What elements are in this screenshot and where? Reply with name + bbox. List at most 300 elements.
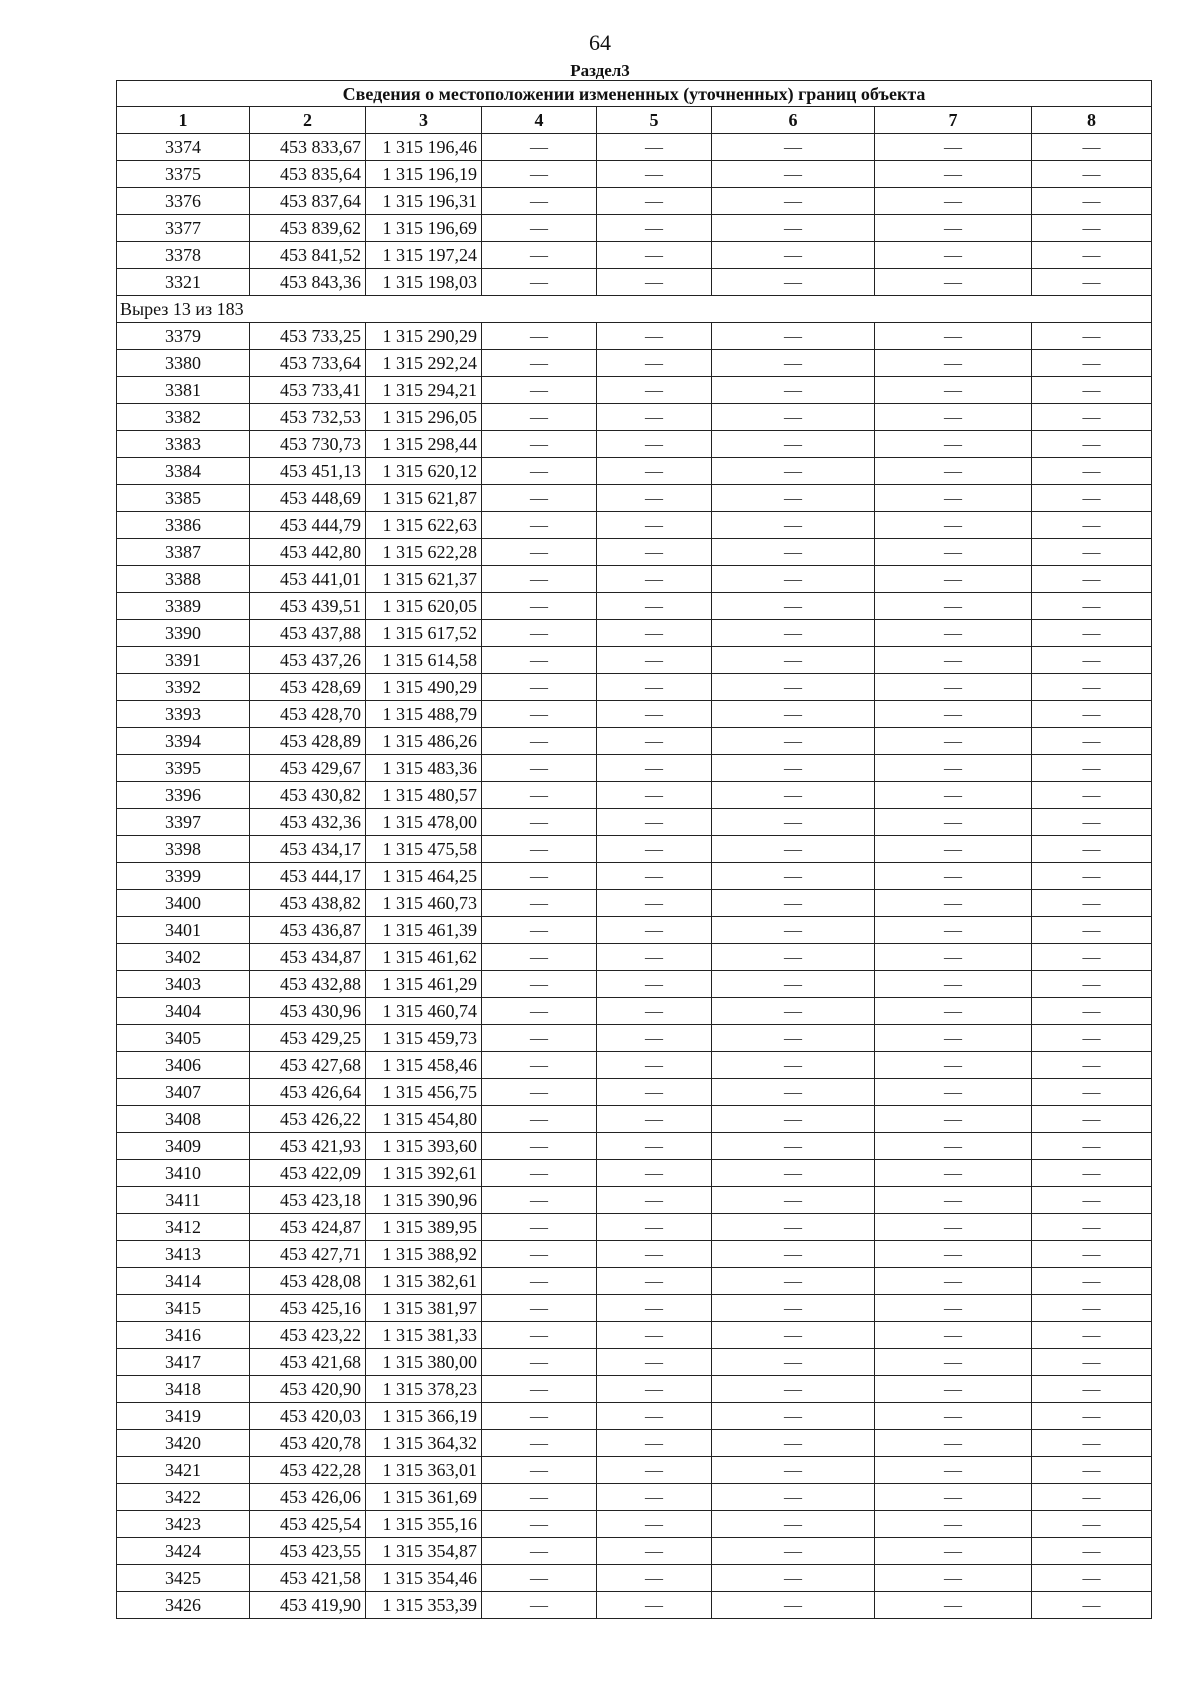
empty-value-dash: — (1032, 782, 1152, 809)
empty-value-dash: — (597, 674, 712, 701)
point-number-cell: 3412 (117, 1214, 250, 1241)
point-number-cell: 3383 (117, 431, 250, 458)
empty-value-dash: — (597, 1187, 712, 1214)
empty-value-dash: — (1032, 809, 1152, 836)
empty-value-dash: — (875, 998, 1032, 1025)
empty-value-dash: — (1032, 1106, 1152, 1133)
x-coordinate-cell: 453 837,64 (250, 188, 366, 215)
empty-value-dash: — (597, 323, 712, 350)
cutout-label: Вырез 13 из 183 (117, 296, 1152, 323)
y-coordinate-cell: 1 315 483,36 (366, 755, 482, 782)
empty-value-dash: — (1032, 593, 1152, 620)
x-coordinate-cell: 453 432,88 (250, 971, 366, 998)
empty-value-dash: — (1032, 377, 1152, 404)
empty-value-dash: — (875, 431, 1032, 458)
empty-value-dash: — (597, 917, 712, 944)
empty-value-dash: — (482, 1511, 597, 1538)
y-coordinate-cell: 1 315 620,05 (366, 593, 482, 620)
column-header: 5 (597, 107, 712, 134)
empty-value-dash: — (597, 890, 712, 917)
empty-value-dash: — (482, 971, 597, 998)
table-row (117, 1376, 1152, 1403)
x-coordinate-cell: 453 432,36 (250, 809, 366, 836)
point-number-cell: 3407 (117, 1079, 250, 1106)
x-coordinate-cell: 453 434,87 (250, 944, 366, 971)
table-row (117, 512, 1152, 539)
column-header: 8 (1032, 107, 1152, 134)
empty-value-dash: — (875, 701, 1032, 728)
empty-value-dash: — (712, 755, 875, 782)
empty-value-dash: — (597, 161, 712, 188)
empty-value-dash: — (1032, 485, 1152, 512)
empty-value-dash: — (482, 674, 597, 701)
empty-value-dash: — (1032, 1160, 1152, 1187)
table-row (117, 485, 1152, 512)
empty-value-dash: — (482, 1457, 597, 1484)
empty-value-dash: — (597, 1457, 712, 1484)
y-coordinate-cell: 1 315 460,74 (366, 998, 482, 1025)
empty-value-dash: — (712, 809, 875, 836)
x-coordinate-cell: 453 420,90 (250, 1376, 366, 1403)
empty-value-dash: — (482, 1079, 597, 1106)
empty-value-dash: — (597, 593, 712, 620)
cutout-row (117, 296, 1152, 323)
empty-value-dash: — (875, 377, 1032, 404)
x-coordinate-cell: 453 733,25 (250, 323, 366, 350)
empty-value-dash: — (482, 1133, 597, 1160)
empty-value-dash: — (482, 1214, 597, 1241)
point-number-cell: 3387 (117, 539, 250, 566)
empty-value-dash: — (597, 647, 712, 674)
empty-value-dash: — (1032, 350, 1152, 377)
empty-value-dash: — (597, 1484, 712, 1511)
point-number-cell: 3378 (117, 242, 250, 269)
empty-value-dash: — (597, 188, 712, 215)
y-coordinate-cell: 1 315 461,62 (366, 944, 482, 971)
empty-value-dash: — (712, 1214, 875, 1241)
empty-value-dash: — (1032, 1052, 1152, 1079)
y-coordinate-cell: 1 315 460,73 (366, 890, 482, 917)
empty-value-dash: — (482, 134, 597, 161)
y-coordinate-cell: 1 315 294,21 (366, 377, 482, 404)
empty-value-dash: — (482, 377, 597, 404)
point-number-cell: 3376 (117, 188, 250, 215)
x-coordinate-cell: 453 436,87 (250, 917, 366, 944)
y-coordinate-cell: 1 315 355,16 (366, 1511, 482, 1538)
y-coordinate-cell: 1 315 389,95 (366, 1214, 482, 1241)
y-coordinate-cell: 1 315 461,29 (366, 971, 482, 998)
y-coordinate-cell: 1 315 354,46 (366, 1565, 482, 1592)
empty-value-dash: — (712, 1322, 875, 1349)
empty-value-dash: — (712, 188, 875, 215)
table-row (117, 1052, 1152, 1079)
empty-value-dash: — (482, 566, 597, 593)
empty-value-dash: — (875, 782, 1032, 809)
x-coordinate-cell: 453 426,06 (250, 1484, 366, 1511)
x-coordinate-cell: 453 421,68 (250, 1349, 366, 1376)
x-coordinate-cell: 453 421,93 (250, 1133, 366, 1160)
empty-value-dash: — (712, 998, 875, 1025)
empty-value-dash: — (597, 971, 712, 998)
empty-value-dash: — (1032, 566, 1152, 593)
table-row (117, 917, 1152, 944)
point-number-cell: 3374 (117, 134, 250, 161)
empty-value-dash: — (875, 1160, 1032, 1187)
y-coordinate-cell: 1 315 378,23 (366, 1376, 482, 1403)
empty-value-dash: — (482, 1241, 597, 1268)
y-coordinate-cell: 1 315 196,69 (366, 215, 482, 242)
point-number-cell: 3397 (117, 809, 250, 836)
empty-value-dash: — (712, 161, 875, 188)
table-row (117, 1511, 1152, 1538)
empty-value-dash: — (597, 350, 712, 377)
empty-value-dash: — (712, 1133, 875, 1160)
empty-value-dash: — (712, 1160, 875, 1187)
column-header: 6 (712, 107, 875, 134)
y-coordinate-cell: 1 315 382,61 (366, 1268, 482, 1295)
point-number-cell: 3416 (117, 1322, 250, 1349)
empty-value-dash: — (482, 485, 597, 512)
point-number-cell: 3382 (117, 404, 250, 431)
y-coordinate-cell: 1 315 475,58 (366, 836, 482, 863)
y-coordinate-cell: 1 315 621,87 (366, 485, 482, 512)
empty-value-dash: — (712, 350, 875, 377)
empty-value-dash: — (482, 1106, 597, 1133)
empty-value-dash: — (712, 1511, 875, 1538)
y-coordinate-cell: 1 315 614,58 (366, 647, 482, 674)
point-number-cell: 3384 (117, 458, 250, 485)
empty-value-dash: — (712, 836, 875, 863)
point-number-cell: 3408 (117, 1106, 250, 1133)
empty-value-dash: — (597, 728, 712, 755)
y-coordinate-cell: 1 315 490,29 (366, 674, 482, 701)
empty-value-dash: — (875, 944, 1032, 971)
empty-value-dash: — (712, 1484, 875, 1511)
empty-value-dash: — (482, 863, 597, 890)
empty-value-dash: — (482, 458, 597, 485)
empty-value-dash: — (712, 917, 875, 944)
empty-value-dash: — (482, 917, 597, 944)
empty-value-dash: — (875, 1565, 1032, 1592)
empty-value-dash: — (597, 1214, 712, 1241)
table-row (117, 134, 1152, 161)
empty-value-dash: — (1032, 1403, 1152, 1430)
empty-value-dash: — (712, 1592, 875, 1619)
empty-value-dash: — (712, 539, 875, 566)
table-row (117, 701, 1152, 728)
y-coordinate-cell: 1 315 296,05 (366, 404, 482, 431)
empty-value-dash: — (712, 134, 875, 161)
empty-value-dash: — (1032, 269, 1152, 296)
empty-value-dash: — (482, 1349, 597, 1376)
x-coordinate-cell: 453 427,68 (250, 1052, 366, 1079)
y-coordinate-cell: 1 315 363,01 (366, 1457, 482, 1484)
empty-value-dash: — (1032, 1025, 1152, 1052)
empty-value-dash: — (875, 161, 1032, 188)
empty-value-dash: — (1032, 647, 1152, 674)
empty-value-dash: — (482, 701, 597, 728)
empty-value-dash: — (875, 1079, 1032, 1106)
empty-value-dash: — (875, 890, 1032, 917)
empty-value-dash: — (1032, 863, 1152, 890)
empty-value-dash: — (597, 1538, 712, 1565)
table-row (117, 215, 1152, 242)
empty-value-dash: — (1032, 1295, 1152, 1322)
empty-value-dash: — (712, 1106, 875, 1133)
empty-value-dash: — (1032, 971, 1152, 998)
point-number-cell: 3400 (117, 890, 250, 917)
empty-value-dash: — (1032, 539, 1152, 566)
x-coordinate-cell: 453 423,55 (250, 1538, 366, 1565)
table-row (117, 1187, 1152, 1214)
empty-value-dash: — (597, 431, 712, 458)
empty-value-dash: — (482, 836, 597, 863)
empty-value-dash: — (712, 1403, 875, 1430)
empty-value-dash: — (875, 242, 1032, 269)
empty-value-dash: — (597, 944, 712, 971)
y-coordinate-cell: 1 315 478,00 (366, 809, 482, 836)
empty-value-dash: — (712, 458, 875, 485)
empty-value-dash: — (712, 890, 875, 917)
point-number-cell: 3391 (117, 647, 250, 674)
table-body (117, 134, 1152, 1619)
empty-value-dash: — (1032, 944, 1152, 971)
empty-value-dash: — (875, 836, 1032, 863)
empty-value-dash: — (875, 539, 1032, 566)
empty-value-dash: — (597, 377, 712, 404)
table-row (117, 998, 1152, 1025)
empty-value-dash: — (482, 161, 597, 188)
y-coordinate-cell: 1 315 393,60 (366, 1133, 482, 1160)
empty-value-dash: — (1032, 701, 1152, 728)
empty-value-dash: — (1032, 458, 1152, 485)
empty-value-dash: — (597, 1430, 712, 1457)
point-number-cell: 3425 (117, 1565, 250, 1592)
empty-value-dash: — (875, 566, 1032, 593)
empty-value-dash: — (482, 323, 597, 350)
point-number-cell: 3385 (117, 485, 250, 512)
empty-value-dash: — (875, 1268, 1032, 1295)
table-row (117, 1538, 1152, 1565)
empty-value-dash: — (1032, 755, 1152, 782)
table-row (117, 269, 1152, 296)
point-number-cell: 3389 (117, 593, 250, 620)
empty-value-dash: — (597, 1349, 712, 1376)
empty-value-dash: — (712, 782, 875, 809)
point-number-cell: 3414 (117, 1268, 250, 1295)
empty-value-dash: — (482, 593, 597, 620)
table-row (117, 1241, 1152, 1268)
x-coordinate-cell: 453 732,53 (250, 404, 366, 431)
page-number: 64 (589, 30, 611, 55)
x-coordinate-cell: 453 439,51 (250, 593, 366, 620)
y-coordinate-cell: 1 315 617,52 (366, 620, 482, 647)
empty-value-dash: — (712, 971, 875, 998)
table-row (117, 1268, 1152, 1295)
point-number-cell: 3392 (117, 674, 250, 701)
empty-value-dash: — (1032, 242, 1152, 269)
empty-value-dash: — (875, 1376, 1032, 1403)
table-row (117, 809, 1152, 836)
table-row (117, 1430, 1152, 1457)
empty-value-dash: — (1032, 161, 1152, 188)
empty-value-dash: — (597, 1106, 712, 1133)
table-row (117, 1025, 1152, 1052)
point-number-cell: 3405 (117, 1025, 250, 1052)
point-number-cell: 3393 (117, 701, 250, 728)
empty-value-dash: — (597, 458, 712, 485)
empty-value-dash: — (712, 1349, 875, 1376)
x-coordinate-cell: 453 422,09 (250, 1160, 366, 1187)
y-coordinate-cell: 1 315 298,44 (366, 431, 482, 458)
y-coordinate-cell: 1 315 464,25 (366, 863, 482, 890)
empty-value-dash: — (875, 458, 1032, 485)
empty-value-dash: — (1032, 1592, 1152, 1619)
table-row (117, 620, 1152, 647)
point-number-cell: 3394 (117, 728, 250, 755)
empty-value-dash: — (597, 512, 712, 539)
empty-value-dash: — (1032, 323, 1152, 350)
empty-value-dash: — (712, 404, 875, 431)
column-header: 2 (250, 107, 366, 134)
section-title: Раздел3 (570, 61, 630, 80)
y-coordinate-cell: 1 315 381,97 (366, 1295, 482, 1322)
x-coordinate-cell: 453 733,41 (250, 377, 366, 404)
point-number-cell: 3424 (117, 1538, 250, 1565)
empty-value-dash: — (875, 620, 1032, 647)
y-coordinate-cell: 1 315 390,96 (366, 1187, 482, 1214)
empty-value-dash: — (712, 674, 875, 701)
column-header: 3 (366, 107, 482, 134)
empty-value-dash: — (597, 134, 712, 161)
empty-value-dash: — (1032, 1241, 1152, 1268)
empty-value-dash: — (875, 1484, 1032, 1511)
empty-value-dash: — (482, 728, 597, 755)
empty-value-dash: — (875, 323, 1032, 350)
empty-value-dash: — (1032, 1214, 1152, 1241)
x-coordinate-cell: 453 835,64 (250, 161, 366, 188)
table-row (117, 1079, 1152, 1106)
table-row (117, 863, 1152, 890)
table-row (117, 458, 1152, 485)
empty-value-dash: — (712, 242, 875, 269)
empty-value-dash: — (875, 917, 1032, 944)
empty-value-dash: — (1032, 1268, 1152, 1295)
empty-value-dash: — (597, 809, 712, 836)
x-coordinate-cell: 453 420,78 (250, 1430, 366, 1457)
empty-value-dash: — (482, 1052, 597, 1079)
empty-value-dash: — (875, 1322, 1032, 1349)
empty-value-dash: — (1032, 1322, 1152, 1349)
y-coordinate-cell: 1 315 196,46 (366, 134, 482, 161)
empty-value-dash: — (712, 566, 875, 593)
empty-value-dash: — (482, 1295, 597, 1322)
x-coordinate-cell: 453 434,17 (250, 836, 366, 863)
point-number-cell: 3417 (117, 1349, 250, 1376)
empty-value-dash: — (1032, 1133, 1152, 1160)
empty-value-dash: — (597, 1511, 712, 1538)
empty-value-dash: — (875, 1133, 1032, 1160)
x-coordinate-cell: 453 428,69 (250, 674, 366, 701)
empty-value-dash: — (597, 485, 712, 512)
x-coordinate-cell: 453 451,13 (250, 458, 366, 485)
empty-value-dash: — (875, 1592, 1032, 1619)
y-coordinate-cell: 1 315 290,29 (366, 323, 482, 350)
empty-value-dash: — (482, 782, 597, 809)
empty-value-dash: — (875, 404, 1032, 431)
empty-value-dash: — (482, 1322, 597, 1349)
empty-value-dash: — (712, 512, 875, 539)
empty-value-dash: — (875, 350, 1032, 377)
x-coordinate-cell: 453 428,70 (250, 701, 366, 728)
table-row (117, 1349, 1152, 1376)
table-row (117, 377, 1152, 404)
table-row (117, 242, 1152, 269)
empty-value-dash: — (712, 323, 875, 350)
y-coordinate-cell: 1 315 392,61 (366, 1160, 482, 1187)
empty-value-dash: — (875, 134, 1032, 161)
y-coordinate-cell: 1 315 456,75 (366, 1079, 482, 1106)
empty-value-dash: — (875, 1349, 1032, 1376)
y-coordinate-cell: 1 315 461,39 (366, 917, 482, 944)
x-coordinate-cell: 453 425,54 (250, 1511, 366, 1538)
empty-value-dash: — (482, 269, 597, 296)
empty-value-dash: — (875, 1241, 1032, 1268)
point-number-cell: 3423 (117, 1511, 250, 1538)
y-coordinate-cell: 1 315 354,87 (366, 1538, 482, 1565)
x-coordinate-cell: 453 448,69 (250, 485, 366, 512)
empty-value-dash: — (597, 1133, 712, 1160)
point-number-cell: 3390 (117, 620, 250, 647)
empty-value-dash: — (712, 269, 875, 296)
empty-value-dash: — (597, 1052, 712, 1079)
point-number-cell: 3419 (117, 1403, 250, 1430)
point-number-cell: 3421 (117, 1457, 250, 1484)
empty-value-dash: — (597, 1403, 712, 1430)
empty-value-dash: — (597, 215, 712, 242)
y-coordinate-cell: 1 315 196,19 (366, 161, 482, 188)
empty-value-dash: — (1032, 404, 1152, 431)
empty-value-dash: — (1032, 890, 1152, 917)
x-coordinate-cell: 453 425,16 (250, 1295, 366, 1322)
table-row (117, 323, 1152, 350)
empty-value-dash: — (712, 431, 875, 458)
y-coordinate-cell: 1 315 353,39 (366, 1592, 482, 1619)
table-row (117, 350, 1152, 377)
x-coordinate-cell: 453 430,96 (250, 998, 366, 1025)
empty-value-dash: — (597, 1268, 712, 1295)
empty-value-dash: — (597, 404, 712, 431)
empty-value-dash: — (875, 863, 1032, 890)
x-coordinate-cell: 453 841,52 (250, 242, 366, 269)
table-row (117, 782, 1152, 809)
x-coordinate-cell: 453 422,28 (250, 1457, 366, 1484)
empty-value-dash: — (597, 620, 712, 647)
empty-value-dash: — (1032, 1511, 1152, 1538)
empty-value-dash: — (482, 1538, 597, 1565)
empty-value-dash: — (875, 188, 1032, 215)
point-number-cell: 3406 (117, 1052, 250, 1079)
empty-value-dash: — (597, 539, 712, 566)
point-number-cell: 3409 (117, 1133, 250, 1160)
empty-value-dash: — (712, 485, 875, 512)
point-number-cell: 3395 (117, 755, 250, 782)
table-row (117, 1214, 1152, 1241)
y-coordinate-cell: 1 315 381,33 (366, 1322, 482, 1349)
point-number-cell: 3379 (117, 323, 250, 350)
empty-value-dash: — (1032, 188, 1152, 215)
y-coordinate-cell: 1 315 454,80 (366, 1106, 482, 1133)
